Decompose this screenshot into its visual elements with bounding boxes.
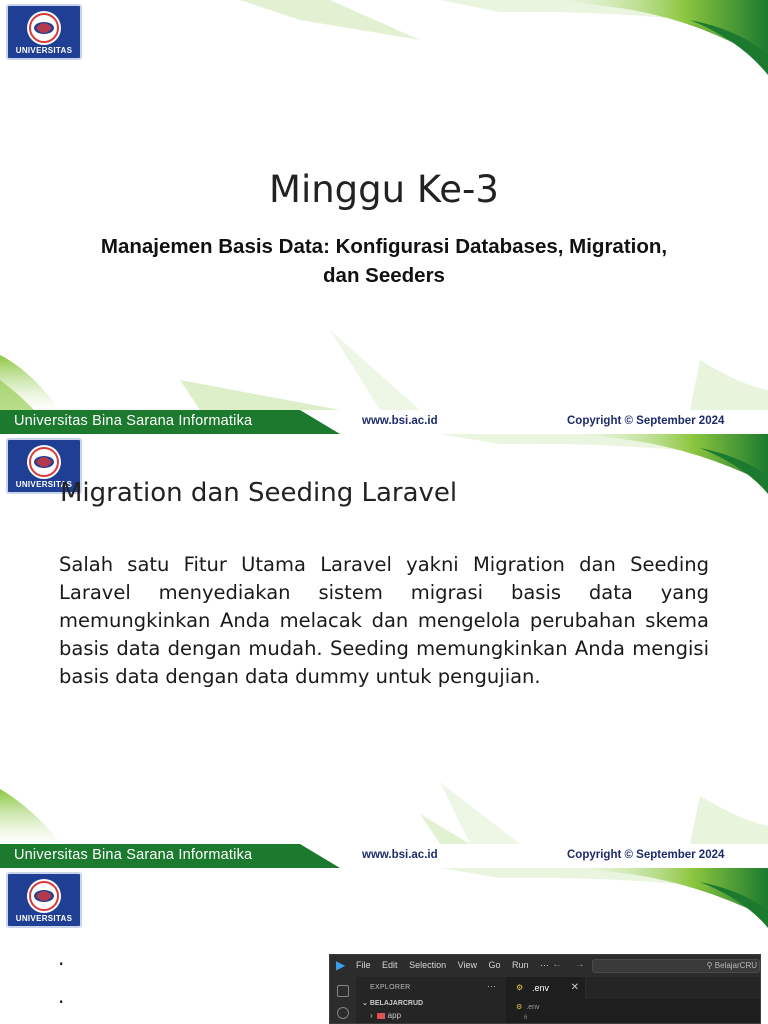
footer-website: www.bsi.ac.id — [362, 849, 438, 861]
close-icon[interactable]: ✕ — [570, 982, 579, 993]
forward-arrow-icon[interactable]: → — [574, 959, 585, 970]
footer-university: Universitas Bina Sarana Informatika — [14, 847, 253, 863]
menu-edit[interactable]: Edit — [382, 960, 398, 970]
slide-heading: Migration dan Seeding Laravel — [60, 478, 458, 508]
search-icon[interactable] — [337, 1007, 349, 1019]
slide-vscode — [0, 868, 768, 1024]
slide-subtitle: Manajemen Basis Data: Konfigurasi Databases, Migration, dan Seeders — [100, 235, 668, 287]
explorer-folder-app[interactable]: › app — [370, 1011, 402, 1020]
vscode-search-text: ⚲ BelajarCRU — [706, 961, 757, 970]
explorer-more-icon[interactable]: ··· — [487, 981, 496, 991]
slide-migration — [0, 434, 768, 868]
menu-go[interactable]: Go — [488, 960, 501, 970]
vscode-menu-bar — [356, 960, 558, 970]
menu-view[interactable]: View — [457, 960, 477, 970]
settings-file-icon: ⚙ — [516, 1004, 523, 1011]
vscode-nav-arrows — [552, 959, 595, 970]
editor-tab-env[interactable] — [506, 977, 586, 999]
slide-footer — [0, 844, 768, 868]
logo-label: UNIVERSITAS — [15, 914, 73, 923]
vscode-screenshot — [329, 954, 761, 1024]
bsi-emblem-icon — [8, 8, 80, 48]
vscode-activity-bar — [330, 977, 356, 1024]
vscode-explorer-panel — [356, 977, 506, 1024]
bullet-item: . — [58, 984, 65, 1008]
university-logo — [6, 4, 82, 60]
menu-selection[interactable]: Selection — [409, 960, 447, 970]
bsi-emblem-icon — [8, 876, 80, 916]
slide-body-text: Salah satu Fitur Utama Laravel yakni Migration dan Seeding Laravel menyediakan sistem migrasi basis data yang memungkinkan Anda melacak dan mengelola perubahan skema basis data dengan mudah. Seeding memungkinkan Anda mengisi basis data dengan data dummy untuk pengujian. — [59, 553, 709, 688]
vscode-titlebar — [330, 955, 760, 977]
settings-file-icon: ⚙ — [516, 983, 524, 992]
footer-university: Universitas Bina Sarana Informatika — [14, 413, 253, 429]
folder-icon — [377, 1013, 385, 1019]
bullet-item: . — [58, 946, 65, 970]
explorer-project[interactable]: ⌄ BELAJARCRUD — [362, 1000, 424, 1007]
slide-title-heading: Minggu Ke-3 — [269, 168, 499, 211]
slide-decoration — [0, 0, 768, 434]
explorer-label: EXPLORER — [370, 984, 411, 991]
bsi-emblem-icon — [8, 442, 80, 482]
bullet-list — [58, 946, 64, 1022]
slide-footer — [0, 410, 768, 434]
line-number: 6 — [524, 1015, 528, 1021]
editor-tab-label: .env — [532, 983, 550, 993]
vscode-logo-icon: ▶ — [336, 958, 346, 972]
footer-copyright: Copyright © September 2024 — [567, 849, 725, 861]
menu-run[interactable]: Run — [512, 960, 529, 970]
explorer-files-icon[interactable] — [337, 985, 349, 997]
footer-website: www.bsi.ac.id — [362, 415, 438, 427]
university-logo — [6, 872, 82, 928]
menu-file[interactable]: File — [356, 960, 371, 970]
vscode-search-box[interactable] — [592, 959, 760, 973]
footer-copyright: Copyright © September 2024 — [567, 415, 725, 427]
vscode-editor — [506, 977, 760, 1024]
menu-more[interactable]: ··· — [540, 960, 550, 970]
editor-breadcrumb: ⚙ .env — [516, 1004, 540, 1011]
logo-label: UNIVERSITAS — [15, 46, 73, 55]
back-arrow-icon[interactable]: ← — [552, 959, 562, 970]
logo-label: UNIVERSITAS — [15, 480, 73, 489]
slide-title — [0, 0, 768, 434]
